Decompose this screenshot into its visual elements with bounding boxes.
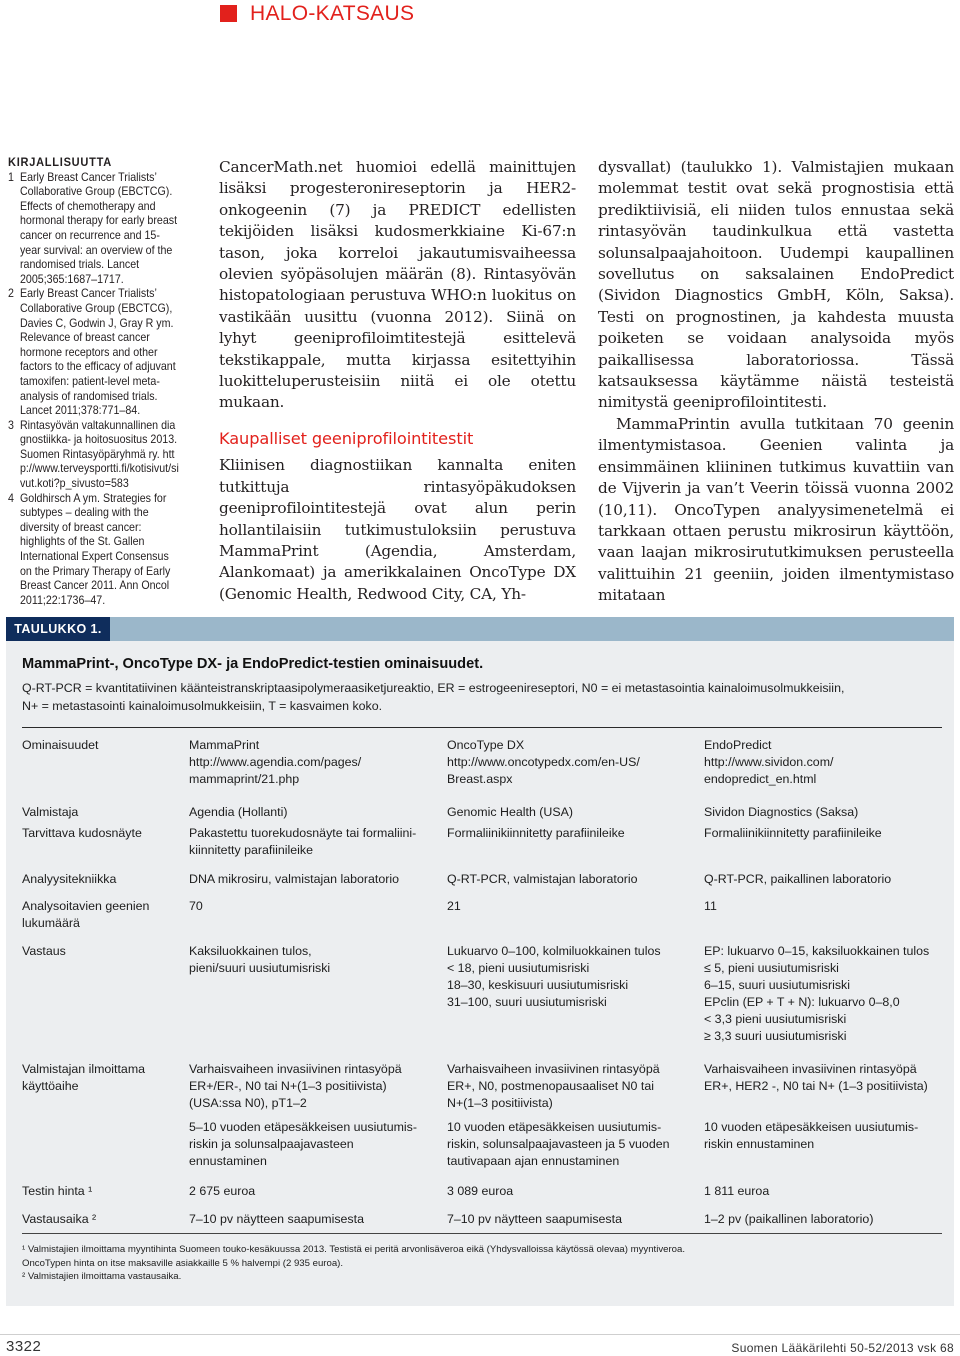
table-cell-line: riskin ennustaminen (704, 1137, 815, 1151)
table-row-header (22, 825, 142, 842)
table-cell (704, 871, 891, 888)
table-cell-line: Sividon Diagnostics (Saksa) (704, 805, 859, 819)
section-marker (220, 5, 237, 22)
table-cell-line: < 3,3 pieni uusiutumisriski (704, 1012, 847, 1026)
table-cell-line: http://www.oncotypedx.com/en-US/ (447, 755, 640, 769)
footer-divider (0, 1334, 960, 1335)
table-cell-line: 5–10 vuoden etäpesäkkeisen uusiutumis- (189, 1120, 417, 1134)
table-cell (447, 1211, 622, 1228)
table-cell-line: http://www.sividon.com/ (704, 755, 834, 769)
table-cell-line: Pakastettu tuorekudosnäyte tai formaliini- (189, 826, 417, 840)
table-cell-line: Analysoitavien geenien (22, 899, 150, 913)
table-cell-line: ennustaminen (189, 1154, 267, 1168)
table-cell (704, 1061, 928, 1095)
table-cell-line: tautivapaan ajan ennustaminen (447, 1154, 620, 1168)
table-cell-line: Vastaus (22, 944, 66, 958)
body-paragraph: MammaPrintin avulla tutkitaan 70 geenin ilmentymistasoa. Geenien valinta ja ensimmäinen kliininen tutkimus kuvattiin van de Vijverin ja van’t Veerin töissä vuonna 2002 (10,11). OncoTypen analyysimenetelmä ei tarkkaan ottaen perustu mikrosirun käyttöön, vaan laajan mikrosirututkimuksen perusteella valittuihin 21 geeniin, joiden ilmentymistaso mitataan (598, 414, 954, 605)
table-cell-line: ≤ 5, pieni uusiutumisriski (704, 961, 839, 975)
section-subheading: Kaupalliset geeniprofilointitestit (219, 428, 474, 448)
table-row-header (22, 1183, 92, 1200)
body-column-right (598, 157, 954, 607)
reference-number: 4 (8, 491, 14, 505)
table-cell-line: 21 (447, 899, 461, 913)
table-cell (704, 1183, 769, 1200)
table-description-line: Q-RT-PCR = kvantitatiivinen käänteistranskriptaasipolymeraasiketjureaktio, ER = estrogeenireseptori, N0 = ei metastasointia kainaloimusolmukkeisiin, (22, 681, 845, 695)
references-title: KIRJALLISUUTTA (8, 155, 112, 169)
table-cell-line: Lukuarvo 0–100, kolmiluokkainen tulos (447, 944, 661, 958)
table-cell-line: 11 (704, 899, 717, 913)
table-row-header (22, 737, 98, 754)
reference-text: Early Breast Cancer Trialists’ Collaborative Group (EBCTCG), Davies C, Godwin J, Gray R ym. Relevance of breast cancer hormone receptors and other factors to the efficacy of adjuvant tamoxifen: patient-level meta-analysis of randomised trials. Lancet 2011;378:771–84. (19, 287, 176, 418)
table-cell-line: EP: lukuarvo 0–15, kaksiluokkainen tulos (704, 944, 930, 958)
table-cell-line: Ominaisuudet (22, 738, 99, 752)
table-cell-line: kiinnitetty parafiinileike (189, 843, 313, 857)
reference-item (8, 492, 179, 609)
table-cell (447, 1183, 513, 1200)
table-description-line: N+ = metastasointi kainaloimusolmukkeisiin, T = kasvaimen koko. (22, 698, 383, 713)
body-paragraph: CancerMath.net huomioi edellä mainittujen lisäksi progesteronireseptorin ja HER2-onkogeenin (7) ja PREDICT edellisten tekijöiden lisäksi kudosmerkkiaine Ki-67:n tason, joka korreloi jakautumisvaiheessa olevien syöpäsolujen määrän (8). Rintasyövän histopatologiaan perustuva WHO:n luokitus on vastikään uusittu (vuonna 2012). Siinä on lyhyt geeniprofiloimtitestejä esittelevä tekstikappale, mutta kirjassa esitettyihin luokitteluperusteisiin niitä ei ole otettu mukaan. (219, 158, 576, 412)
table-cell-line: lukumäärä (22, 916, 80, 930)
table-cell (704, 898, 717, 915)
table-cell-line: MammaPrint (189, 738, 260, 752)
table-cell-line: Analyysitekniikka (22, 872, 117, 886)
table-cell (447, 943, 661, 1011)
table-cell (447, 737, 640, 788)
table-description (22, 680, 922, 716)
references (8, 155, 179, 608)
table-cell-line: Tarvittava kudosnäyte (22, 826, 142, 840)
table-cell (704, 804, 858, 821)
table-cell-line: 1 811 euroa (704, 1184, 770, 1198)
table-cell-line: ER+, N0, postmenopausaaliset N0 tai (447, 1079, 654, 1093)
table-cell (189, 1183, 255, 1200)
table-row-header (22, 943, 66, 960)
table-cell-line: OncoType DX (447, 738, 525, 752)
table-cell-line: Agendia (Hollanti) (189, 805, 288, 819)
footnote-1 (22, 1243, 685, 1284)
table-cell (704, 943, 929, 1045)
table-cell-line: Valmistajan ilmoittama (22, 1062, 146, 1076)
table-row-header (22, 804, 78, 821)
table-cell-line: 2 675 euroa (189, 1184, 256, 1198)
table-cell-line: (USA:ssa N0), pT1–2 (189, 1096, 307, 1110)
reference-text: Rintasyövän valtakunnallinen diagnostiikka- ja hoitosuositus 2013. Suomen Rintasyöpäryhmä ry. http://www.terveysportti.fi/kotisivut/sivut.koti?p_sivusto=583 (19, 418, 179, 491)
table-cell (447, 871, 638, 888)
table-cell-line: 18–30, keskisuuri uusiutumisriski (447, 978, 629, 992)
table-cell (447, 1119, 670, 1170)
table-cell (189, 737, 361, 788)
table-cell-line: Vastausaika ² (22, 1212, 97, 1226)
table-cell-line: Valmistaja (22, 805, 79, 819)
table-cell-line: N+(1–3 positiivista) (447, 1096, 553, 1110)
table-cell-line: Q-RT-PCR, valmistajan laboratorio (447, 872, 638, 886)
table-cell-line: Varhaisvaiheen invasiivinen rintasyöpä (447, 1062, 660, 1076)
footnote-line: ² Valmistajien ilmoittama vastausaika. (22, 1271, 182, 1283)
table-cell-line: 70 (189, 899, 203, 913)
table-cell-line: riskin ja solunsalpaajavasteen (189, 1137, 354, 1151)
reference-text: Goldhirsch A ym. Strategies for subtypes – dealing with the diversity of breast cancer: highlights of the St. Gallen International Expert Consensus on the Primary Therapy of Early Breast Cancer 2011. Ann Oncol 2011;22:1736–47. (19, 491, 171, 607)
table-cell (704, 737, 833, 788)
table-cell-line: 10 vuoden etäpesäkkeisen uusiutumis- (447, 1120, 662, 1134)
table-cell (447, 1061, 660, 1112)
table-cell (704, 825, 882, 842)
body-paragraph: Kliinisen diagnostiikan kannalta eniten tutkittuja rintasyöpäkudoksen geeniprofilointitestejä ovat alun perin hollantilaisiin tutkimustuloksiin perustuva MammaPrint (Agendia, Amsterdam, Alankomaat) ja amerikkalainen OncoType DX (Genomic Health, Redwood City, CA, Yh- (219, 456, 576, 603)
table-cell (447, 825, 625, 842)
table-cell-line: 31–100, suuri uusiutumisriski (447, 995, 607, 1009)
page-number: 3322 (6, 1338, 42, 1355)
table-cell-line: 1–2 pv (paikallinen laboratorio) (704, 1212, 874, 1226)
table-label-band (6, 617, 954, 641)
table-cell (189, 825, 416, 859)
table-row-header (22, 1211, 96, 1228)
table-cell-line: DNA mikrosiru, valmistajan laboratorio (189, 872, 400, 886)
table-cell (189, 943, 330, 977)
table-cell-line: 6–15, suuri uusiutumisriski (704, 978, 850, 992)
table-cell-line: EndoPredict (704, 738, 772, 752)
table-cell (447, 898, 461, 915)
table-cell-line: käyttöaihe (22, 1079, 79, 1093)
reference-number: 2 (8, 287, 14, 301)
section-title: HALO-KATSAUS (250, 2, 415, 25)
reference-text: Early Breast Cancer Trialists’ Collaborative Group (EBCTCG). Effects of chemotherapy and hormonal therapy for early breast cancer on recurrence and 15-year survival: an overview of the randomised trials. Lancet 2005;365:1687–1717. (19, 170, 178, 286)
table-cell-line: Varhaisvaiheen invasiivinen rintasyöpä (189, 1062, 402, 1076)
table-label: TAULUKKO 1. (6, 617, 110, 641)
table-cell (189, 871, 399, 888)
table-divider (22, 727, 942, 728)
table-cell-line: Testin hinta ¹ (22, 1184, 93, 1198)
table-cell-line: ER+, HER2 -, N0 tai N+ (1–3 positiivista) (704, 1079, 928, 1093)
reference-item (8, 419, 179, 492)
table-row-header (22, 871, 116, 888)
reference-item (8, 287, 179, 418)
table-cell (704, 1119, 918, 1153)
table-title: MammaPrint-, OncoType DX- ja EndoPredict-testien ominaisuudet. (22, 656, 484, 672)
table-cell-line: Breast.aspx (447, 772, 513, 786)
table-cell (189, 804, 288, 821)
table-cell-line: Varhaisvaiheen invasiivinen rintasyöpä (704, 1062, 917, 1076)
table-cell (447, 804, 573, 821)
footnote-line: OncoTypen hinta on itse maksaville asiakkaille 5 % halvempi (2 935 euroa). (22, 1257, 344, 1269)
table-cell-line: ≥ 3,3 suuri uusiutumisriski (704, 1029, 847, 1043)
journal-name: Suomen Lääkärilehti 50-52/2013 vsk 68 (731, 1341, 954, 1355)
reference-number: 1 (8, 170, 14, 184)
table-cell-line: 10 vuoden etäpesäkkeisen uusiutumis- (704, 1120, 919, 1134)
table-cell (189, 1211, 364, 1228)
table-cell-line: 3 089 euroa (447, 1184, 514, 1198)
table-row-header (22, 1061, 145, 1095)
reference-number: 3 (8, 418, 14, 432)
footnote-line: ¹ Valmistajien ilmoittama myyntihinta Suomeen touko-kesäkuussa 2013. Testistä ei peritä arvonlisäveroa eikä (Yhdysvalloissa käytössä olevaa) myyntiveroa. (22, 1244, 685, 1255)
table-cell-line: EPclin (EP + T + N): lukuarvo 0–8,0 (704, 995, 900, 1009)
table-cell-line: http://www.agendia.com/pages/ (189, 755, 362, 769)
table-cell-line: Formaliinikiinnitetty parafiinileike (447, 826, 625, 840)
table-cell (189, 1119, 417, 1170)
table-cell-line: endopredict_en.html (704, 772, 817, 786)
table-row-header (22, 898, 149, 932)
table-cell-line: Genomic Health (USA) (447, 805, 574, 819)
table-cell-line: pieni/suuri uusiutumisriski (189, 961, 331, 975)
reference-item (8, 171, 179, 288)
footnote-divider (22, 1233, 942, 1234)
body-column-middle (219, 157, 576, 605)
table-cell-line: < 18, pieni uusiutumisriski (447, 961, 590, 975)
table-cell (189, 1061, 402, 1112)
table-cell-line: Kaksiluokkainen tulos, (189, 944, 312, 958)
table-cell-line: 7–10 pv näytteen saapumisesta (189, 1212, 364, 1226)
table-cell-line: ER+/ER-, N0 tai N+(1–3 positiivista) (189, 1079, 387, 1093)
table-cell-line: mammaprint/21.php (189, 772, 300, 786)
table-cell (704, 1211, 873, 1228)
table-cell-line: riskin, solunsalpaajavasteen ja 5 vuoden (447, 1137, 670, 1151)
table-cell-line: Formaliinikiinnitetty parafiinileike (704, 826, 882, 840)
table-cell (189, 898, 203, 915)
table-cell-line: 7–10 pv näytteen saapumisesta (447, 1212, 622, 1226)
body-paragraph: dysvallat) (taulukko 1). Valmistajien mukaan molemmat testit ovat sekä prognostisia että prediktiivisiä, eli niiden tulos ennustaa sekä rintasyövän taudinkulkua että vastetta solunsalpaajahoitoon. Uudempi kaupallinen sovellutus on saksalainen EndoPredict (Sividon Diagnostics GmbH, Köln, Saksa). Testi on prognostinen, ja kahdesta muusta poiketen se voidaan analysoida myös paikallisessa laboratoriossa. Tässä katsauksessa käytämme näistä testeistä nimitystä geeniprofilointitesti. (598, 158, 954, 412)
table-cell-line: Q-RT-PCR, paikallinen laboratorio (704, 872, 892, 886)
